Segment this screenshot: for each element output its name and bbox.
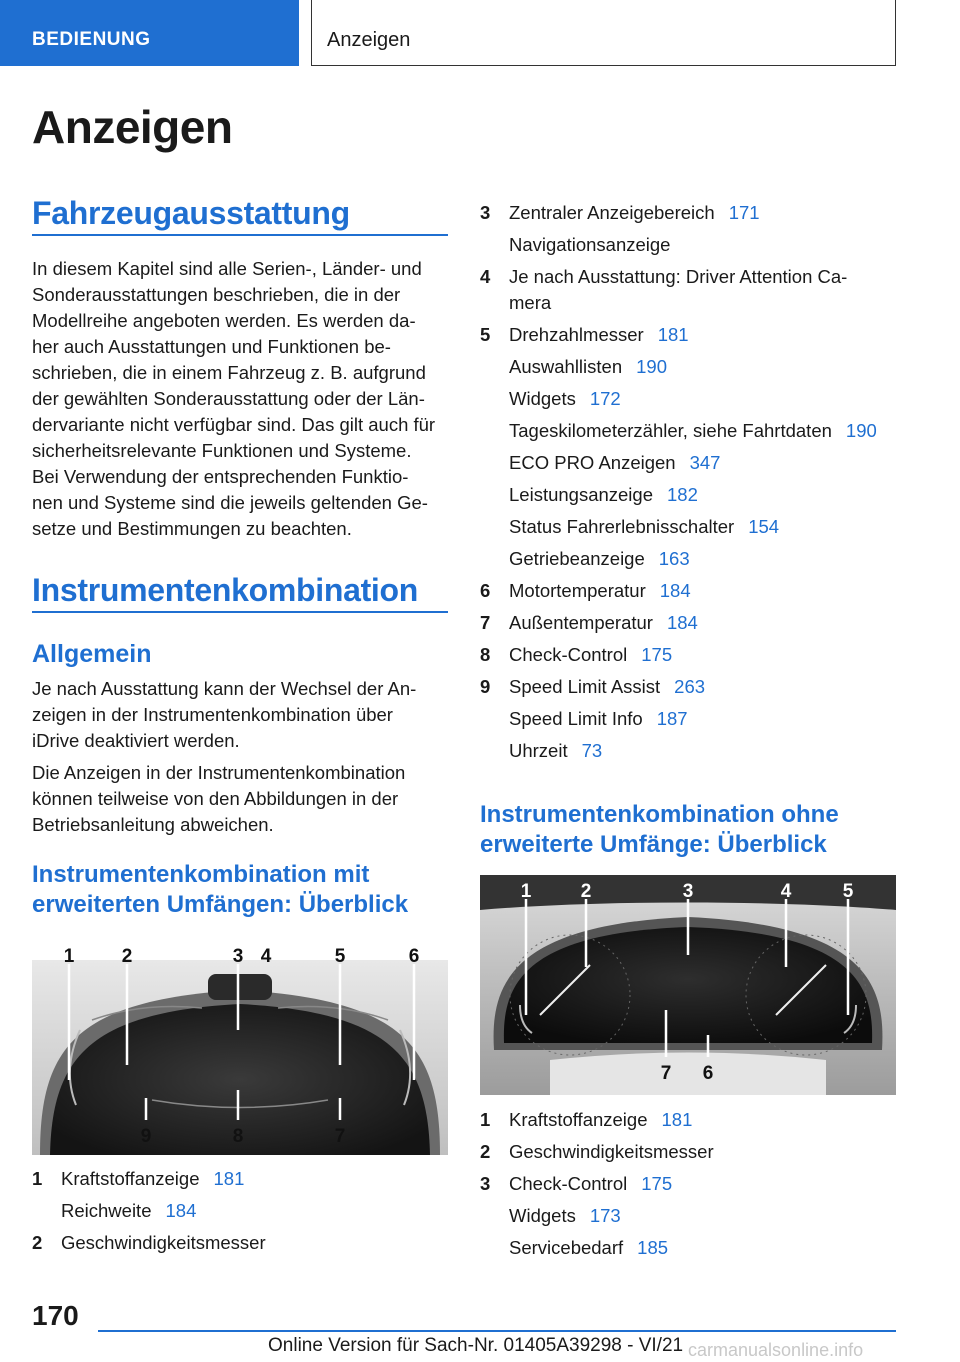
general-text-2: Die Anzeigen in der Instrumentenkombination können teilweise von den Abbildungen in der Betriebsanleitung abweichen. [32, 762, 406, 835]
fig-label-7: 7 [660, 1063, 672, 1084]
list-item: 5 Drehzahlmesser 181 [480, 324, 689, 345]
page-ref-link[interactable]: 190 [845, 420, 877, 441]
list-item: 2 Geschwindigkeitsmesser [480, 1141, 714, 1162]
fig-label-4: 4 [780, 881, 792, 902]
heading-instrument-cluster: Instrumentenkombination [32, 572, 419, 608]
heading-vehicle-equipment: Fahrzeugausstattung [32, 195, 350, 231]
list-item: Servicebedarf 185 [509, 1237, 669, 1258]
list-item: Widgets 172 [509, 388, 621, 409]
list-item: Reichweite 184 [61, 1200, 197, 1221]
page-ref-link[interactable]: 347 [689, 452, 721, 473]
fig-label-7: 7 [334, 1126, 346, 1147]
list-item: 2 Geschwindigkeitsmesser [32, 1232, 266, 1253]
list-item: Leistungsanzeige 182 [509, 484, 698, 505]
list-item: 1 Kraftstoffanzeige 181 [32, 1168, 245, 1189]
heading-basic-overview: Instrumentenkombination ohne erweiterte Umfänge: Überblick [480, 801, 839, 858]
page-ref-link[interactable]: 181 [661, 1109, 693, 1130]
fig-label-9: 9 [140, 1126, 152, 1147]
list-item: Getriebeanzeige 163 [509, 548, 690, 569]
vehicle-equipment-text: In diesem Kapitel sind alle Serien-, Länder- und Sonderausstattungen beschrieben, die in der Modellreihe angeboten werden. Es werden da- her auch Ausstattungen und Funktionen be- schrieben, die in einem Fahrzeug z. B. aufgrund der gewählten Sonderausstattung oder der Län- dervariante nicht verfügbar sind. Das gilt auch für sicherheitsrelevante Funktionen und Systeme. Bei Verwendung der entsprechenden Funktio- nen und Systeme sind die jeweils geltenden Ge- setze und Bestimmungen zu beachten. [32, 258, 436, 539]
list-item: Navigationsanzeige [509, 234, 671, 255]
page-ref-link[interactable]: 154 [748, 516, 780, 537]
list-item: 1 Kraftstoffanzeige 181 [480, 1109, 693, 1130]
list-item: 3 Check-Control 175 [480, 1173, 673, 1194]
extended-list-left [32, 1166, 452, 1262]
page-number: 170 [32, 1300, 79, 1331]
fig-label-1: 1 [520, 881, 532, 902]
fig-label-5: 5 [334, 946, 346, 967]
list-item: ECO PRO Anzeigen 347 [509, 452, 721, 473]
page-ref-link[interactable]: 263 [674, 676, 706, 697]
list-item: Status Fahrerlebnisschalter 154 [509, 516, 780, 537]
list-item: 7 Außentemperatur 184 [480, 612, 698, 633]
list-item: Auswahllisten 190 [509, 356, 667, 377]
fig-label-2: 2 [580, 881, 592, 902]
list-item: 3 Zentraler Anzeigebereich 171 [480, 202, 760, 223]
page-ref-link[interactable]: 181 [213, 1168, 245, 1189]
page-ref-link[interactable]: 173 [589, 1205, 621, 1226]
heading-rule [32, 611, 448, 613]
figure-basic-cluster [480, 875, 896, 1095]
page-ref-link[interactable]: 172 [589, 388, 621, 409]
list-item: Widgets 173 [509, 1205, 621, 1226]
section-tab: BEDIENUNG [0, 0, 299, 66]
heading-general: Allgemein [32, 640, 152, 668]
page-ref-link[interactable]: 187 [656, 708, 688, 729]
watermark: carmanualsonline.info [688, 1340, 864, 1360]
fig-label-6: 6 [702, 1063, 714, 1084]
list-item: Speed Limit Info 187 [509, 708, 688, 729]
heading-extended-overview: Instrumentenkombination mit erweiterten Umfängen: Überblick [32, 861, 409, 918]
list-item: 8 Check-Control 175 [480, 644, 673, 665]
figure-extended-cluster [32, 940, 448, 1155]
list-item: 6 Motortemperatur 184 [480, 580, 691, 601]
fig-label-5: 5 [842, 881, 854, 902]
fig-label-3: 3 [682, 881, 694, 902]
page-ref-link[interactable]: 73 [581, 740, 603, 761]
basic-list [480, 1107, 900, 1267]
topic-header: Anzeigen [311, 0, 896, 66]
footer-rule [98, 1330, 896, 1332]
page-ref-link[interactable]: 184 [165, 1200, 197, 1221]
page-ref-link[interactable]: 175 [641, 1173, 673, 1194]
fig-label-1: 1 [63, 946, 75, 967]
page-ref-link[interactable]: 171 [728, 202, 760, 223]
list-item: 4 Je nach Ausstattung: Driver Attention Ca- mera [480, 266, 848, 313]
fig-label-4: 4 [260, 946, 272, 967]
page-ref-link[interactable]: 163 [658, 548, 690, 569]
page-ref-link[interactable]: 184 [666, 612, 698, 633]
extended-list-right [480, 200, 900, 770]
fig-label-2: 2 [121, 946, 133, 967]
list-item: Tageskilometerzähler, siehe Fahrtdaten 190 [509, 420, 877, 441]
page-ref-link[interactable]: 182 [667, 484, 698, 505]
list-item: Uhrzeit 73 [509, 740, 603, 761]
page-title: Anzeigen [32, 101, 233, 153]
page-ref-link[interactable]: 190 [636, 356, 667, 377]
page-ref-link[interactable]: 184 [659, 580, 691, 601]
page-ref-link[interactable]: 185 [637, 1237, 669, 1258]
heading-rule [32, 234, 448, 236]
fig-label-3: 3 [232, 946, 244, 967]
general-text-1: Je nach Ausstattung kann der Wechsel der An- zeigen in der Instrumentenkombination über iDrive deaktiviert werden. [32, 678, 417, 751]
fig-label-6: 6 [408, 946, 420, 967]
page-ref-link[interactable]: 181 [657, 324, 689, 345]
fig-label-8: 8 [232, 1126, 244, 1147]
list-item: 9 Speed Limit Assist 263 [480, 676, 706, 697]
online-version-note: Online Version für Sach-Nr. 01405A39298 - VI/21 [268, 1335, 684, 1356]
page-ref-link[interactable]: 175 [641, 644, 673, 665]
